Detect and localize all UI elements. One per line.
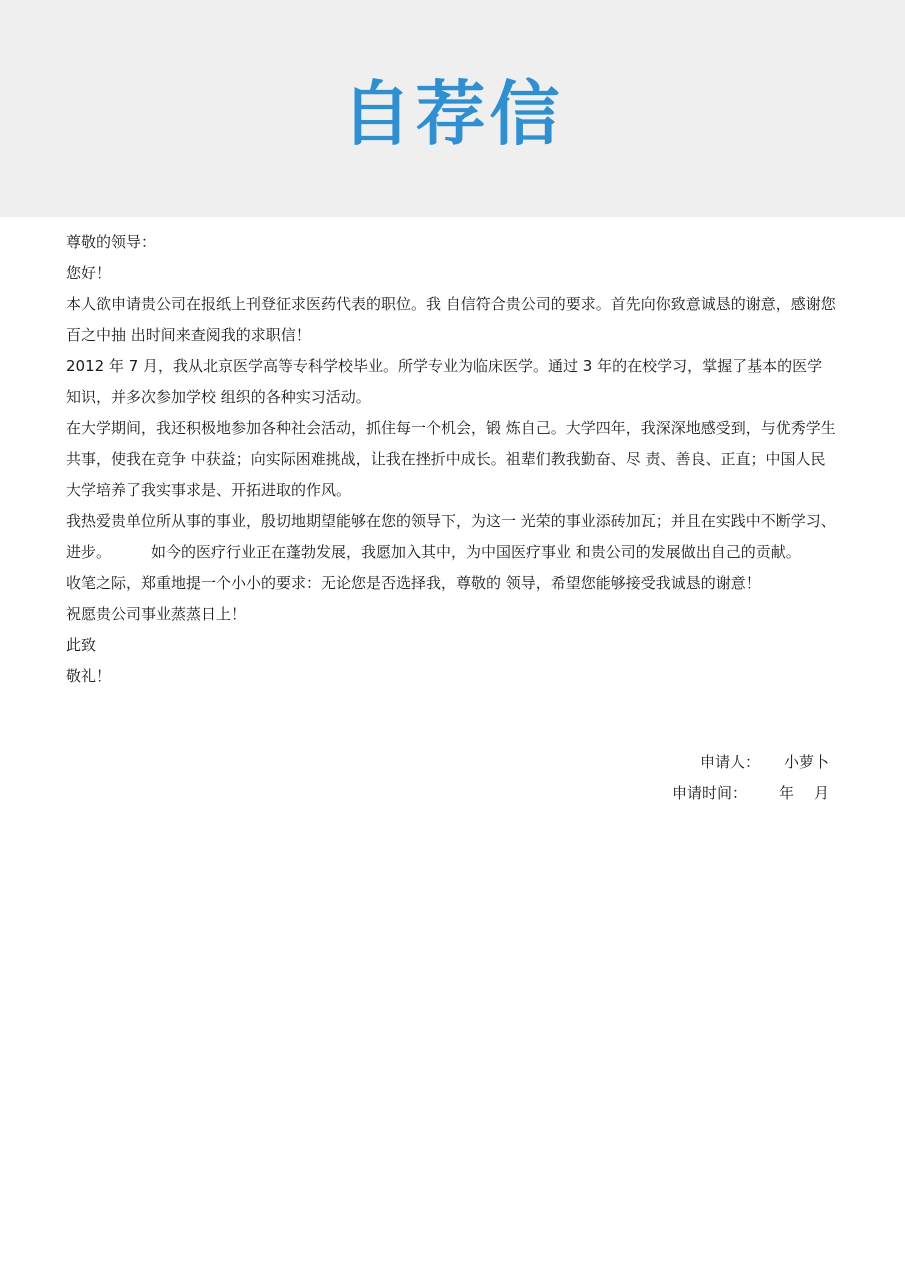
motivation-text: 我热爱贵单位所从事的事业，殷切地期望能够在您的领导下，为这一 光荣的事业添砖加瓦；并且在实践中不断学习、进步。 bbox=[66, 512, 836, 561]
signature-block bbox=[529, 747, 829, 809]
paragraph-application: 本人欲申请贵公司在报纸上刊登征求医药代表的职位。我 自信符合贵公司的要求。首先向你致意诚恳的谢意，感谢您百之中抽 出时间来查阅我的求职信！ bbox=[66, 295, 836, 344]
paragraph-request: 收笔之际，郑重地提一个小小的要求：无论您是否选择我，尊敬的 领导，希望您能够接受我诚恳的谢意！ bbox=[66, 574, 761, 592]
paragraph-education: 2012 年 7 月，我从北京医学高等专科学校毕业。所学专业为临床医学。通过 3 年的在校学习，掌握了基本的医学知识，并多次参加学校 组织的各种实习活动。 bbox=[66, 357, 823, 406]
document-title: 自荐信 bbox=[341, 73, 564, 155]
closing-line-2: 敬礼！ bbox=[66, 667, 112, 685]
year-label: 年 bbox=[778, 784, 794, 802]
applicant-line bbox=[529, 747, 829, 778]
salutation: 尊敬的领导： bbox=[66, 233, 157, 251]
letter-body bbox=[66, 227, 836, 692]
wish-line: 祝愿贵公司事业蒸蒸日上！ bbox=[66, 605, 247, 623]
paragraph-university: 在大学期间，我还积极地参加各种社会活动，抓住每一个机会，锻 炼自己。大学四年，我深深地感受到，与优秀学生共事，使我在竞争 中获益；向实际困难挑战，让我在挫折中成长。祖辈们教我勤奋、尽 责、善良、正直；中国人民大学培养了我实事求是、开拓进取的作风。 bbox=[66, 419, 836, 499]
greeting: 您好！ bbox=[66, 264, 112, 282]
motivation-industry-text: 如今的医疗行业正在蓬勃发展，我愿加入其中，为中国医疗事业 和贵公司的发展做出自己的贡献。 bbox=[151, 543, 801, 561]
date-label: 申请时间： bbox=[671, 784, 747, 802]
applicant-name: 小萝卜 bbox=[783, 753, 829, 771]
closing-line-1: 此致 bbox=[66, 636, 97, 654]
date-line bbox=[529, 778, 829, 809]
paragraph-motivation bbox=[66, 506, 836, 568]
month-label: 月 bbox=[813, 784, 829, 802]
applicant-label: 申请人： bbox=[699, 753, 760, 771]
